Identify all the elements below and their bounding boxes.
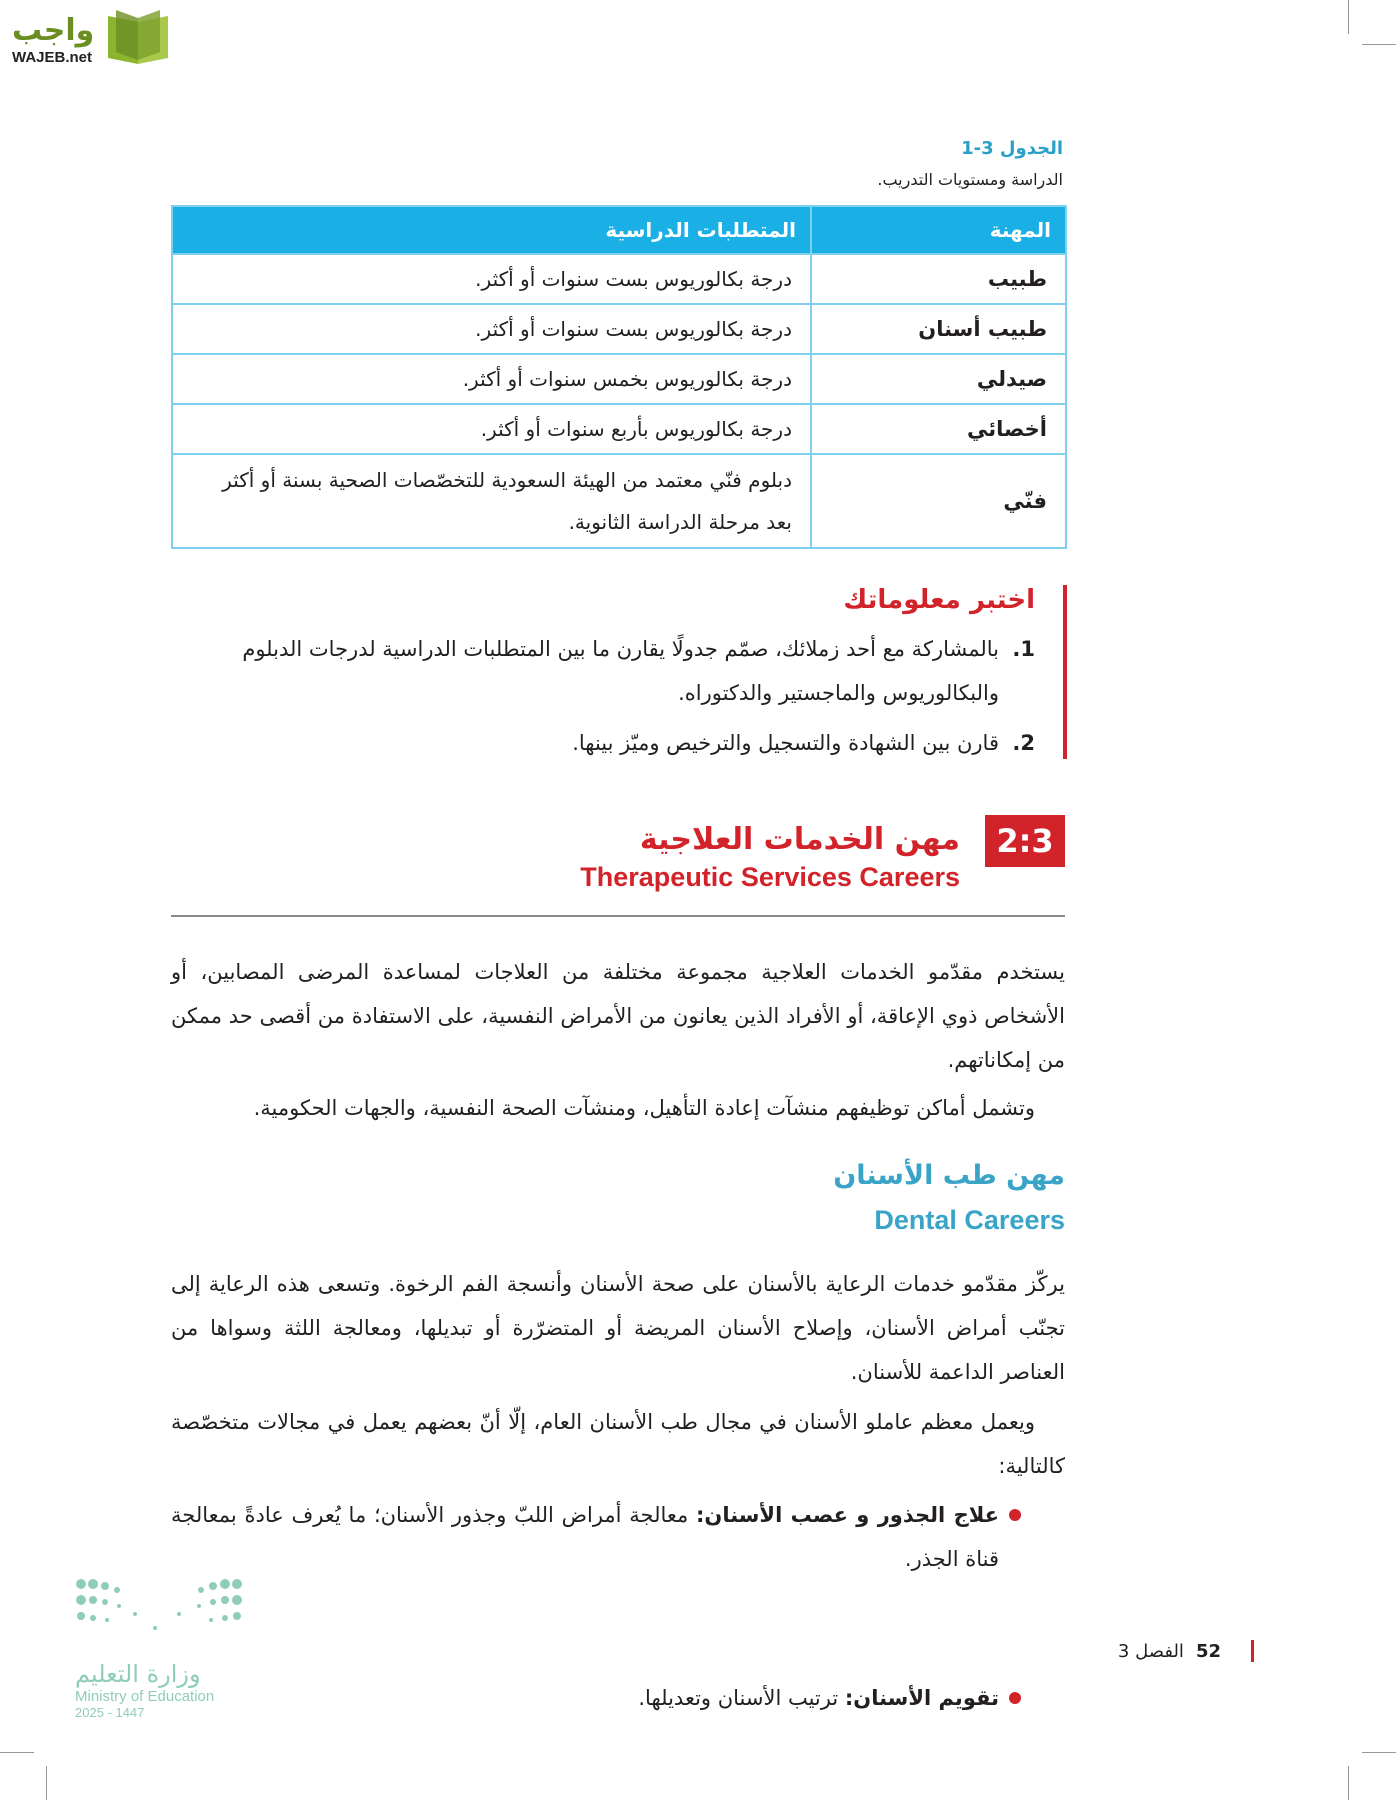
study-requirements-table bbox=[171, 205, 1067, 549]
section-title-en: Therapeutic Services Careers bbox=[580, 862, 960, 892]
table-row bbox=[172, 304, 1066, 354]
wajeb-logo bbox=[8, 4, 188, 70]
job-cell: صيدلي bbox=[811, 354, 1066, 404]
req-cell: درجة بكالوريوس بست سنوات أو أكثر. bbox=[172, 254, 811, 304]
quiz-item-text: بالمشاركة مع أحد زملائك، صمّم جدولًا يقارن ما بين المتطلبات الدراسية لدرجات الدبلوم والبكالوريوس والماجستير والدكتوراه. bbox=[242, 637, 999, 705]
req-cell: دبلوم فنّي معتمد من الهيئة السعودية للتخصّصات الصحية بسنة أو أكثر بعد مرحلة الدراسة الثانوية. bbox=[172, 454, 811, 548]
req-cell: درجة بكالوريوس بست سنوات أو أكثر. bbox=[172, 304, 811, 354]
section-number-badge: 2:3 bbox=[985, 815, 1065, 867]
crop-mark bbox=[1348, 1766, 1349, 1800]
svg-text:WAJEB.net: WAJEB.net bbox=[12, 49, 93, 66]
quiz-item-number: 2. bbox=[1012, 731, 1035, 755]
table-row bbox=[172, 404, 1066, 454]
ministry-year: 2025 - 1447 bbox=[75, 1705, 145, 1720]
quiz-item bbox=[171, 721, 1035, 765]
bullet-term: تقويم الأسنان: bbox=[844, 1686, 999, 1710]
table-row bbox=[172, 454, 1066, 548]
section-title-ar: مهن الخدمات العلاجية bbox=[639, 822, 960, 857]
quiz-title: اختبر معلوماتك bbox=[843, 585, 1035, 615]
table-row bbox=[172, 354, 1066, 404]
bullet-item bbox=[171, 1493, 1051, 1581]
ministry-dots-icon bbox=[75, 1578, 245, 1638]
page-number: 52 bbox=[1195, 1640, 1221, 1662]
job-cell: طبيب bbox=[811, 254, 1066, 304]
job-cell: طبيب أسنان bbox=[811, 304, 1066, 354]
paragraph: ويعمل معظم عاملو الأسنان في مجال طب الأسنان العام، إلّا أنّ بعضهم يعمل في مجالات متخصّصة كالتالية: bbox=[171, 1410, 1065, 1478]
bullet-term: علاج الجذور و عصب الأسنان: bbox=[696, 1503, 999, 1527]
section-divider bbox=[171, 915, 1065, 917]
bullet-dot bbox=[1009, 1692, 1021, 1704]
ministry-logo bbox=[75, 1578, 250, 1720]
header-requirements: المتطلبات الدراسية bbox=[172, 206, 811, 254]
ministry-name-en: Ministry of Education bbox=[75, 1688, 215, 1705]
quiz-item-text: قارن بين الشهادة والتسجيل والترخيص وميّز بينها. bbox=[572, 731, 999, 755]
job-cell: فنّي bbox=[811, 454, 1066, 548]
paragraph: يركّز مقدّمو خدمات الرعاية بالأسنان على صحة الأسنان وأنسجة الفم الرخوة. وتسعى هذه الرعاية إلى تجنّب أمراض الأسنان، وإصلاح الأسنان المريضة أو المتضرّرة أو تبديلها، ومعالجة اللثة وسواها من العناصر الداعمة للأسنان. bbox=[171, 1272, 1065, 1384]
quiz-item bbox=[171, 627, 1035, 715]
header-job: المهنة bbox=[811, 206, 1066, 254]
ministry-name-ar: وزارة التعليم bbox=[75, 1660, 201, 1688]
footer-bar bbox=[1251, 1640, 1254, 1662]
crop-mark bbox=[46, 1766, 47, 1800]
quiz-item-number: 1. bbox=[1012, 637, 1035, 661]
chapter-label: الفصل 3 bbox=[1117, 1640, 1184, 1662]
bullet-text: معالجة أمراض اللبّ وجذور الأسنان؛ ما يُعرف عادةً بمعالجة قناة الجذر. bbox=[171, 1503, 999, 1571]
crop-mark bbox=[1348, 0, 1349, 34]
bullet-text: ترتيب الأسنان وتعديلها. bbox=[638, 1686, 845, 1710]
page-footer bbox=[1118, 1640, 1254, 1662]
crop-mark bbox=[0, 1752, 34, 1753]
svg-text:واجب: واجب bbox=[12, 13, 95, 48]
paragraph: يستخدم مقدّمو الخدمات العلاجية مجموعة مختلفة من العلاجات لمساعدة المرضى المصابين، أو الأشخاص ذوي الإعاقة، أو الأفراد الذين يعانون من الأمراض النفسية، على الاستفادة من أقصى حد ممكن من إمكاناتهم. bbox=[171, 960, 1065, 1072]
bullet-dot bbox=[1009, 1509, 1021, 1521]
req-cell: درجة بكالوريوس بأربع سنوات أو أكثر. bbox=[172, 404, 811, 454]
crop-mark bbox=[1362, 44, 1396, 45]
table-caption-subtitle: الدراسة ومستويات التدريب. bbox=[877, 170, 1063, 189]
dental-title-en: Dental Careers bbox=[874, 1205, 1065, 1235]
table-caption-title: الجدول 3-1 bbox=[961, 138, 1063, 159]
dental-title-ar: مهن طب الأسنان bbox=[833, 1160, 1065, 1191]
table-row bbox=[172, 254, 1066, 304]
crop-mark bbox=[1362, 1752, 1396, 1753]
req-cell: درجة بكالوريوس بخمس سنوات أو أكثر. bbox=[172, 354, 811, 404]
job-cell: أخصائي bbox=[811, 404, 1066, 454]
bullet-item bbox=[171, 1676, 1051, 1720]
quiz-box bbox=[171, 585, 1067, 759]
paragraph: وتشمل أماكن توظيفهم منشآت إعادة التأهيل، ومنشآت الصحة النفسية، والجهات الحكومية. bbox=[253, 1096, 1035, 1120]
